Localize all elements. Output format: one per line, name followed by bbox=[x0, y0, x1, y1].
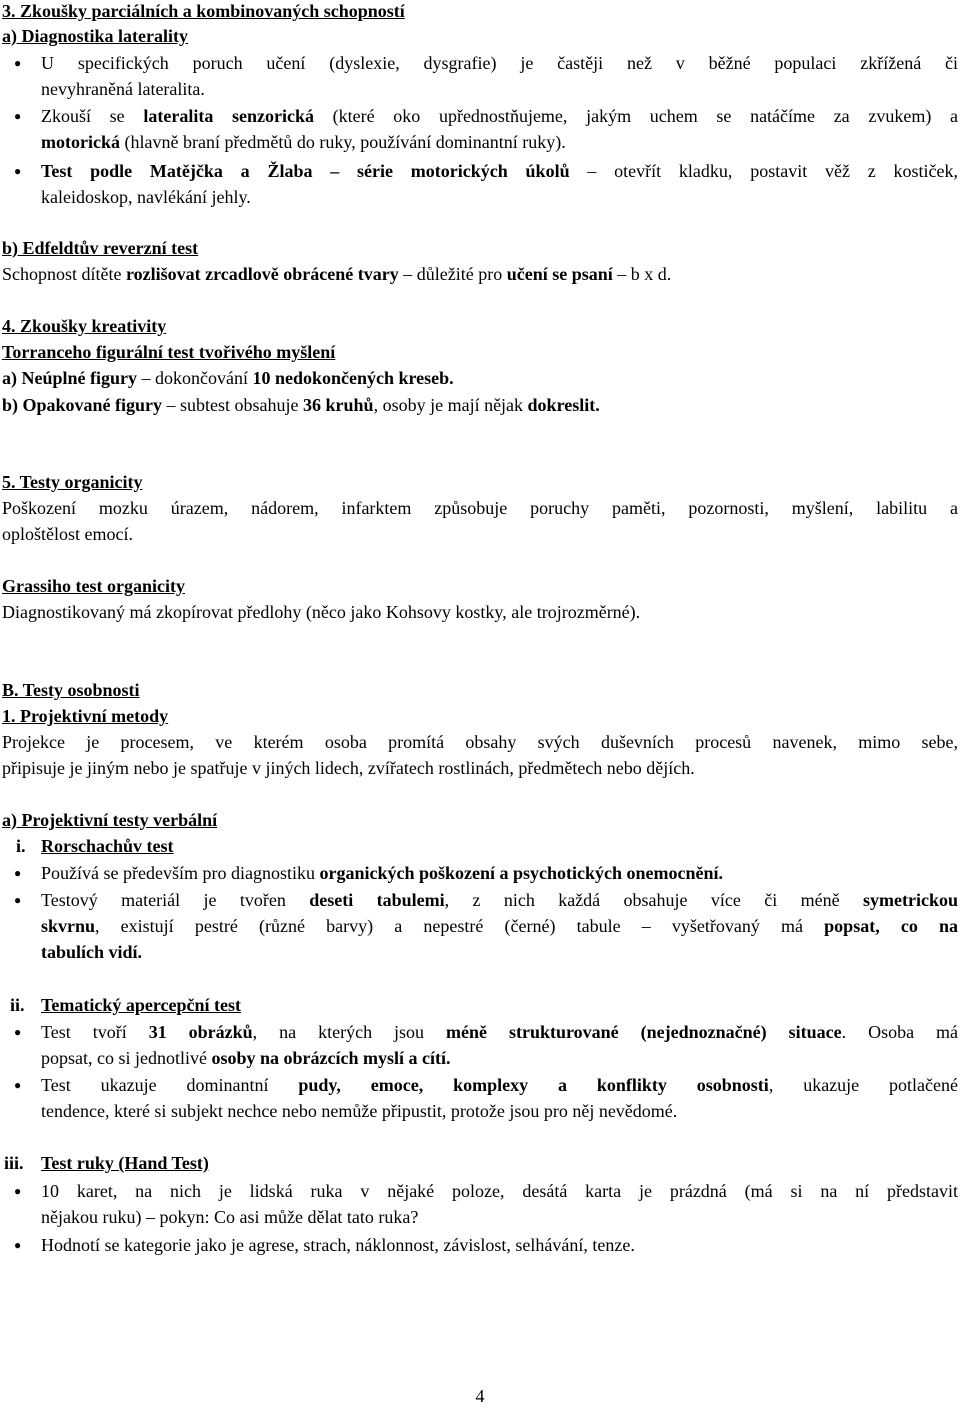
hand-test-heading: Test ruky (Hand Test) bbox=[41, 1153, 209, 1173]
section-3-heading: 3. Zkoušky parciálních a kombinovaných schopností bbox=[2, 1, 405, 21]
item-number: iii. bbox=[4, 1153, 24, 1173]
torrance-item-b: b) Opakované figury – subtest obsahuje 36 kruhů, osoby je mají nějak dokreslit. bbox=[2, 395, 600, 415]
laterality-bullet-3-line-1: Test podle Matějčka a Žlaba – série motorických úkolů – otevřít kladku, postavit věž z kostiček, bbox=[41, 161, 958, 181]
projection-text-line-2: připisuje je jiným nebo je spatřuje v jiných lidech, zvířatech rostlinách, předmětech nebo dějích. bbox=[2, 758, 695, 778]
rorschach-bullet-2-line-1: Testový materiál je tvořen deseti tabulemi, z nich každá obsahuje více či méně symetrickou bbox=[41, 890, 958, 910]
organicity-text-line-2: oploštělost emocí. bbox=[2, 524, 133, 544]
hand-test-bullet-2: Hodnotí se kategorie jako je agrese, strach, náklonnost, závislost, selhávání, tenze. bbox=[41, 1235, 635, 1255]
laterality-bullet-2-line-2: motorická (hlavně braní předmětů do ruky, používání dominantní ruky). bbox=[41, 132, 566, 152]
laterality-bullet-3-line-2: kaleidoskop, navlékání jehly. bbox=[41, 187, 251, 207]
bullet-icon: ● bbox=[14, 1184, 22, 1198]
hand-test-bullet-1-line-2: nějakou ruku) – pokyn: Co asi může dělat tato ruka? bbox=[41, 1207, 419, 1227]
bullet-icon: ● bbox=[14, 1238, 22, 1252]
grassi-text: Diagnostikovaný má zkopírovat předlohy (něco jako Kohsovy kostky, ale trojrozměrné). bbox=[2, 602, 641, 622]
tat-bullet-1-line-1: Test tvoří 31 obrázků, na kterých jsou méně strukturované (nejednoznačné) situace. Osoba má bbox=[41, 1022, 959, 1042]
laterality-heading: a) Diagnostika laterality bbox=[2, 26, 188, 46]
edfeldt-heading: b) Edfeldtův reverzní test bbox=[2, 238, 199, 258]
bullet-icon: ● bbox=[14, 1025, 22, 1039]
projection-text-line-1: Projekce je procesem, ve kterém osoba promítá obsahy svých duševních procesů navenek, mimo sebe, bbox=[2, 732, 958, 752]
laterality-bullet-1-line-1: U specifických poruch učení (dyslexie, dysgrafie) je častěji než v běžné populaci zkřížená či bbox=[41, 53, 958, 73]
tat-heading: Tematický apercepční test bbox=[41, 995, 241, 1015]
tat-bullet-2-line-2: tendence, které si subjekt nechce nebo nemůže připustit, protože jsou pro něj nevědomé. bbox=[41, 1101, 678, 1121]
edfeldt-text: Schopnost dítěte rozlišovat zrcadlově obrácené tvary – důležité pro učení se psaní – b x d. bbox=[2, 264, 672, 284]
bullet-icon: ● bbox=[14, 1078, 22, 1092]
bullet-icon: ● bbox=[14, 893, 22, 907]
grassi-heading: Grassiho test organicity bbox=[2, 576, 185, 596]
bullet-icon: ● bbox=[14, 109, 22, 123]
bullet-icon: ● bbox=[14, 164, 22, 178]
bullet-icon: ● bbox=[14, 56, 22, 70]
tat-bullet-2-line-1: Test ukazuje dominantní pudy, emoce, komplexy a konflikty osobnosti, ukazuje potlačené bbox=[41, 1075, 958, 1095]
tat-bullet-1-line-2: popsat, co si jednotlivé osoby na obrázcích myslí a cítí. bbox=[41, 1048, 451, 1068]
item-number: ii. bbox=[10, 995, 25, 1015]
section-5-heading: 5. Testy organicity bbox=[2, 472, 143, 492]
page-number: 4 bbox=[475, 1386, 485, 1406]
laterality-bullet-1-line-2: nevyhraněná lateralita. bbox=[41, 79, 205, 99]
section-b-heading: B. Testy osobnosti bbox=[2, 680, 140, 700]
torrance-item-a: a) Neúplné figury – dokončování 10 nedokončených kreseb. bbox=[2, 368, 454, 388]
verbal-tests-heading: a) Projektivní testy verbální bbox=[2, 810, 218, 830]
laterality-bullet-2-line-1: Zkouší se lateralita senzorická (které oko upřednostňujeme, jakým uchem se natáčíme za zvukem) a bbox=[41, 106, 958, 126]
bullet-icon: ● bbox=[14, 866, 22, 880]
rorschach-bullet-2-line-3: tabulích vidí. bbox=[41, 942, 143, 962]
item-number: i. bbox=[16, 836, 26, 856]
rorschach-bullet-1: Používá se především pro diagnostiku organických poškození a psychotických onemocnění. bbox=[41, 863, 723, 883]
rorschach-heading: Rorschachův test bbox=[41, 836, 174, 856]
hand-test-bullet-1-line-1: 10 karet, na nich je lidská ruka v nějaké poloze, desátá karta je prázdná (má si na ní představit bbox=[41, 1181, 958, 1201]
section-4-heading: 4. Zkoušky kreativity bbox=[2, 316, 167, 336]
torrance-heading: Torranceho figurální test tvořivého myšlení bbox=[2, 342, 336, 362]
rorschach-bullet-2-line-2: skvrnu, existují pestré (různé barvy) a nepestré (černé) tabule – vyšetřovaný má popsat, co na bbox=[41, 916, 959, 936]
organicity-text-line-1: Poškození mozku úrazem, nádorem, infarktem způsobuje poruchy paměti, pozornosti, myšlení, labilitu a bbox=[2, 498, 958, 518]
projective-methods-heading: 1. Projektivní metody bbox=[2, 706, 169, 726]
